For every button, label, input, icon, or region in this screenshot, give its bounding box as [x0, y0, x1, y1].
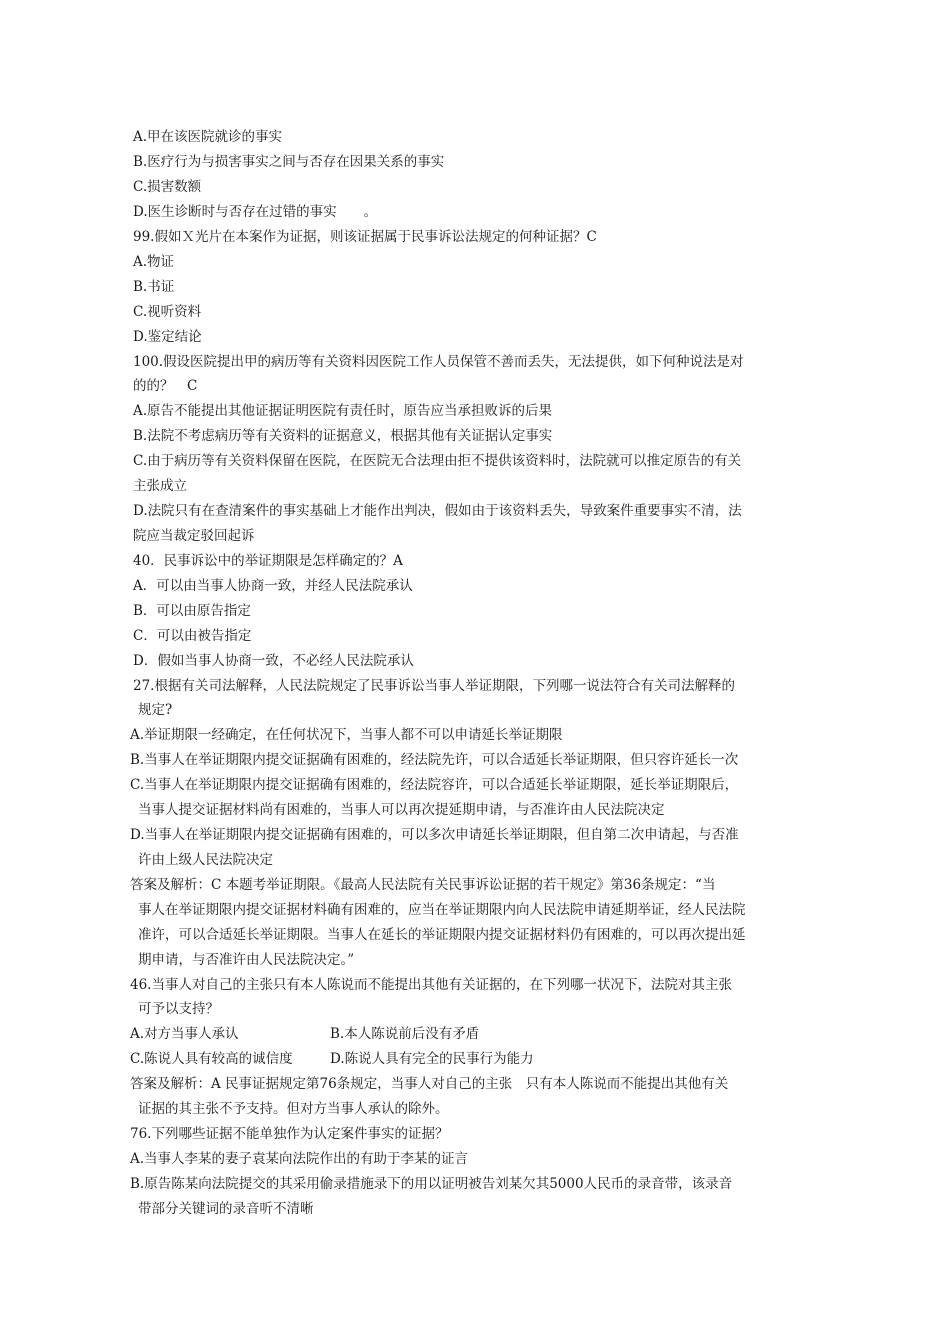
text-line: 事人在举证期限内提交证据材料确有困难的，应当在举证期限内向人民法院申请延期举证，经人民法院 [138, 902, 746, 918]
option-d: D.陈说人具有完全的民事行为能力 [330, 1051, 534, 1067]
text-line: 期申请，与否准许由人民法院决定。” [138, 952, 355, 968]
text-line: 的的？ C [133, 378, 198, 394]
text-line: B．可以由原告指定 [133, 603, 251, 619]
text-line: D.医生诊断时与否存在过错的事实 。 [133, 204, 378, 220]
text-line: B.原告陈某向法院提交的其采用偷录措施录下的用以证明被告刘某欠其5000人民币的录音带，该录音 [130, 1176, 733, 1192]
text-line: B.书证 [133, 279, 175, 295]
question-46: 46.当事人对自己的主张只有本人陈说而不能提出其他有关证据的，在下列哪一状况下，法院对其主张 [130, 977, 732, 993]
question-76: 76.下列哪些证据不能单独作为认定案件事实的证据？ [130, 1126, 449, 1142]
text-line: 许由上级人民法院决定 [138, 852, 273, 868]
question-99: 99.假如Ｘ光片在本案作为证据，则该证据属于民事诉讼法规定的何种证据？C [133, 229, 597, 245]
text-line: 带部分关键词的录音听不清晰 [138, 1201, 314, 1217]
text-line: 规定? [138, 702, 173, 718]
text-line: 当事人提交证据材料尚有困难的，当事人可以再次提延期申请，与否准许由人民法院决定 [138, 802, 665, 818]
answer-explanation: 答案及解析：C 本题考举证期限。《最高人民法院有关民事诉讼证据的若干规定》第36条规定：“当 [130, 877, 716, 893]
text-line: 主张成立 [133, 478, 187, 494]
option-b: B.本人陈说前后没有矛盾 [330, 1026, 480, 1042]
text-line: A.当事人李某的妻子袁某向法院作出的有助于李某的证言 [130, 1151, 469, 1167]
question-27: 27.根据有关司法解释，人民法院规定了民事诉讼当事人举证期限，下列哪一说法符合有关司法解释的 [133, 678, 735, 694]
text-line: B.当事人在举证期限内提交证据确有困难的，经法院先许，可以合适延长举证期限，但只容许延长一次 [130, 752, 739, 768]
option-c: C.陈说人具有较高的诚信度 [130, 1051, 293, 1067]
text-line: 准许，可以合适延长举证期限。当事人在延长的举证期限内提交证据材料仍有困难的，可以再次提出延 [138, 927, 746, 943]
answer-explanation: 答案及解析：A 民事证据规定第76条规定，当事人对自己的主张 只有本人陈说而不能提出其他有关 [130, 1076, 729, 1092]
text-line: D.鉴定结论 [133, 329, 202, 345]
option-row [130, 1024, 690, 1044]
question-40: 40．民事诉讼中的举证期限是怎样确定的？A [133, 553, 403, 569]
text-line: 证据的其主张不予支持。但对方当事人承认的除外。 [138, 1101, 449, 1117]
text-line: A.物证 [133, 254, 175, 270]
text-line: A.甲在该医院就诊的事实 [133, 129, 283, 145]
text-line: C.视听资料 [133, 304, 202, 320]
text-line: 院应当裁定驳回起诉 [133, 528, 255, 544]
text-line: A.原告不能提出其他证据证明医院有责任时，原告应当承担败诉的后果 [133, 403, 553, 419]
text-line: 可予以支持？ [138, 1001, 219, 1017]
text-line: D.法院只有在查清案件的事实基础上才能作出判决，假如由于该资料丢失，导致案件重要事实不清，法 [133, 503, 742, 519]
question-100: 100.假设医院提出甲的病历等有关资料因医院工作人员保管不善而丢失，无法提供，如下何种说法是对 [133, 354, 744, 370]
text-line: A．可以由当事人协商一致，并经人民法院承认 [133, 578, 413, 594]
text-line: C.由于病历等有关资料保留在医院，在医院无合法理由拒不提供该资料时，法院就可以推定原告的有关 [133, 453, 742, 469]
text-line: C．可以由被告指定 [133, 628, 252, 644]
text-line: C.损害数额 [133, 179, 202, 195]
text-line: A.举证期限一经确定，在任何状况下，当事人都不可以申请延长举证期限 [130, 727, 563, 743]
text-line: D．假如当事人协商一致，不必经人民法院承认 [133, 653, 414, 669]
text-line: D.当事人在举证期限内提交证据确有困难的，可以多次申请延长举证期限，但自第二次申请起，与否准 [130, 827, 739, 843]
option-row [130, 1049, 690, 1069]
text-line: B.法院不考虑病历等有关资料的证据意义，根据其他有关证据认定事实 [133, 428, 553, 444]
text-line: B.医疗行为与损害事实之间与否存在因果关系的事实 [133, 154, 445, 170]
option-a: A.对方当事人承认 [130, 1026, 239, 1042]
text-line: C.当事人在举证期限内提交证据确有困难的，经法院容许，可以合适延长举证期限，延长举证期限后， [130, 777, 739, 793]
